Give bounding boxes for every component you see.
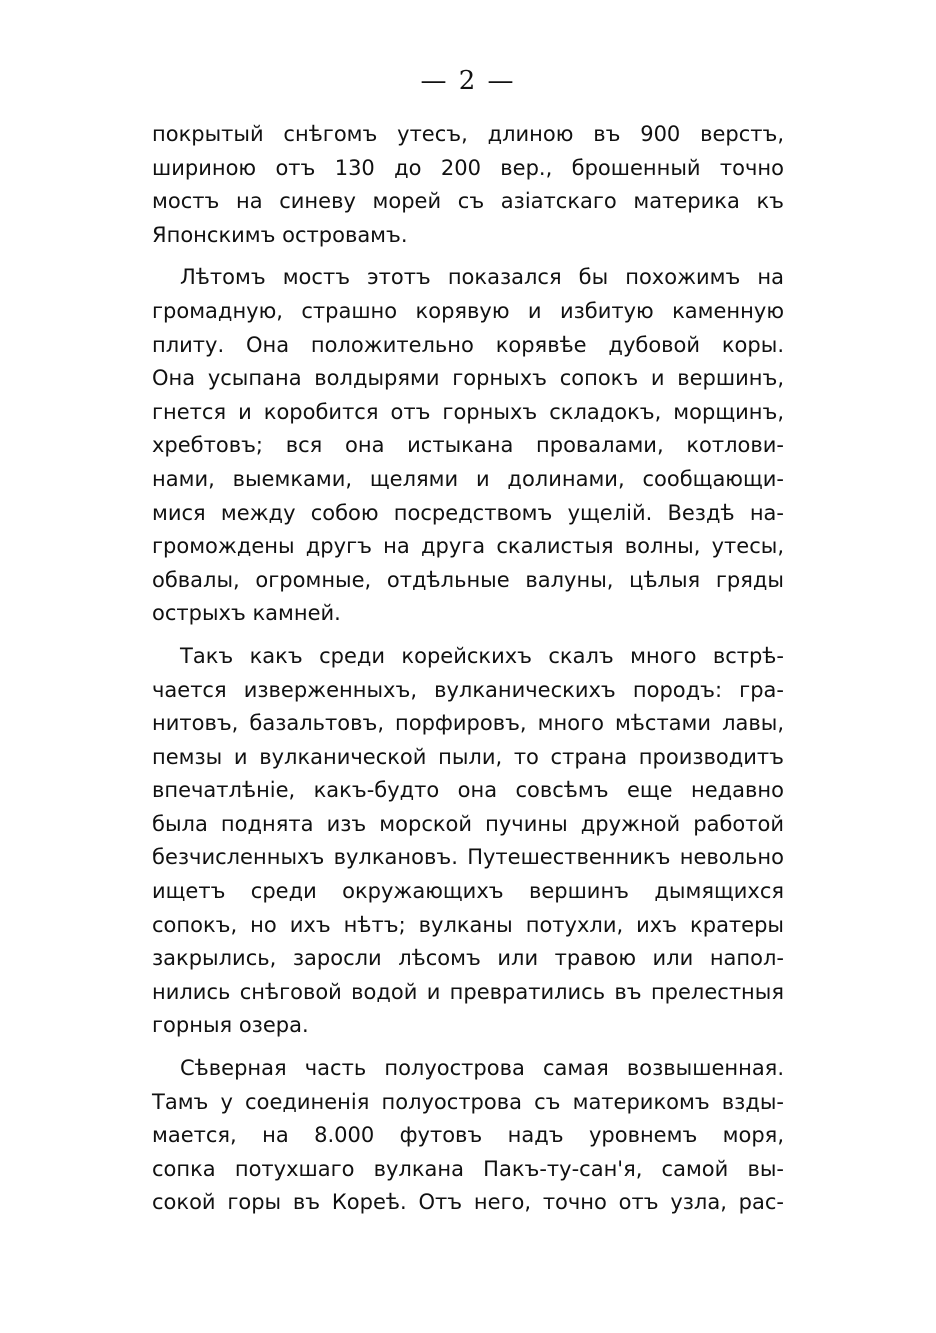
text-line: безчисленныхъ вулкановъ. Путешественникъ невольно bbox=[152, 845, 784, 870]
text-line: была поднята изъ морской пучины дружной работой bbox=[152, 811, 784, 836]
paragraph-1 bbox=[152, 118, 784, 252]
text-line: нами, выемками, щелями и долинами, сообщающи- bbox=[152, 466, 784, 491]
text-line: закрылись, заросли лѣсомъ или травою или напол- bbox=[152, 946, 784, 971]
text-line: плиту. Она положительно корявѣе дубовой коры. bbox=[152, 332, 784, 357]
paragraph-2 bbox=[152, 261, 784, 631]
text-line: сопокъ, но ихъ нѣтъ; вулканы потухли, ихъ кратеры bbox=[152, 912, 784, 937]
text-line: мостъ на синеву морей съ азіатскаго материка къ bbox=[152, 189, 784, 214]
text-line: Тамъ у соединенія полуострова съ материкомъ взды- bbox=[152, 1089, 784, 1114]
text-line: громадную, страшно корявую и избитую каменную bbox=[152, 298, 784, 323]
paragraph-3 bbox=[152, 640, 784, 1043]
text-line: Она усыпана волдырями горныхъ сопокъ и вершинъ, bbox=[152, 366, 784, 391]
text-line: обвалы, огромные, отдѣльные валуны, цѣлыя гряды bbox=[152, 567, 784, 592]
text-line: пемзы и вулканической пыли, то страна производитъ bbox=[152, 744, 784, 769]
text-line: чается изверженныхъ, вулканическихъ породъ: гра- bbox=[152, 677, 784, 702]
text-line: хребтовъ; вся она истыкана провалами, котлови- bbox=[152, 433, 784, 458]
text-line: нитовъ, базальтовъ, порфировъ, много мѣстами лавы, bbox=[152, 711, 784, 736]
text-line: гнется и коробится отъ горныхъ складокъ, морщинъ, bbox=[152, 399, 784, 424]
page-number: — 2 — bbox=[420, 66, 516, 96]
text-line: мися между собою посредствомъ ущелій. Вездѣ на- bbox=[152, 500, 784, 525]
text-line: громождены другъ на друга скалистыя волны, утесы, bbox=[152, 534, 784, 559]
text-line: покрытый снѣгомъ утесъ, длиною въ 900 верстъ, bbox=[152, 122, 784, 146]
text-line: горныя озера. bbox=[152, 1013, 309, 1038]
text-line: острыхъ камней. bbox=[152, 601, 341, 626]
paragraph-4 bbox=[152, 1052, 784, 1220]
text-line: Такъ какъ среди корейскихъ скалъ много встрѣ- bbox=[180, 643, 784, 668]
text-line: впечатлѣніе, какъ-будто она совсѣмъ еще недавно bbox=[152, 778, 784, 803]
text-line: Сѣверная часть полуострова самая возвышенная. bbox=[180, 1056, 784, 1081]
text-line: нились снѣговой водой и превратились въ прелестныя bbox=[152, 979, 784, 1004]
text-line: ищетъ среди окружающихъ вершинъ дымящихся bbox=[152, 879, 784, 904]
body-text bbox=[152, 118, 784, 1229]
text-line: сопка потухшаго вулкана Пакъ-ту-сан'я, самой вы- bbox=[152, 1156, 784, 1181]
text-line: мается, на 8.000 футовъ надъ уровнемъ моря, bbox=[152, 1123, 784, 1148]
text-line: сокой горы въ Кореѣ. Отъ него, точно отъ узла, рас- bbox=[152, 1190, 784, 1215]
text-line: шириною отъ 130 до 200 вер., брошенный точно bbox=[152, 155, 784, 180]
text-line: Лѣтомъ мостъ этотъ показался бы похожимъ на bbox=[180, 265, 784, 290]
text-line: Японскимъ островамъ. bbox=[152, 222, 408, 247]
